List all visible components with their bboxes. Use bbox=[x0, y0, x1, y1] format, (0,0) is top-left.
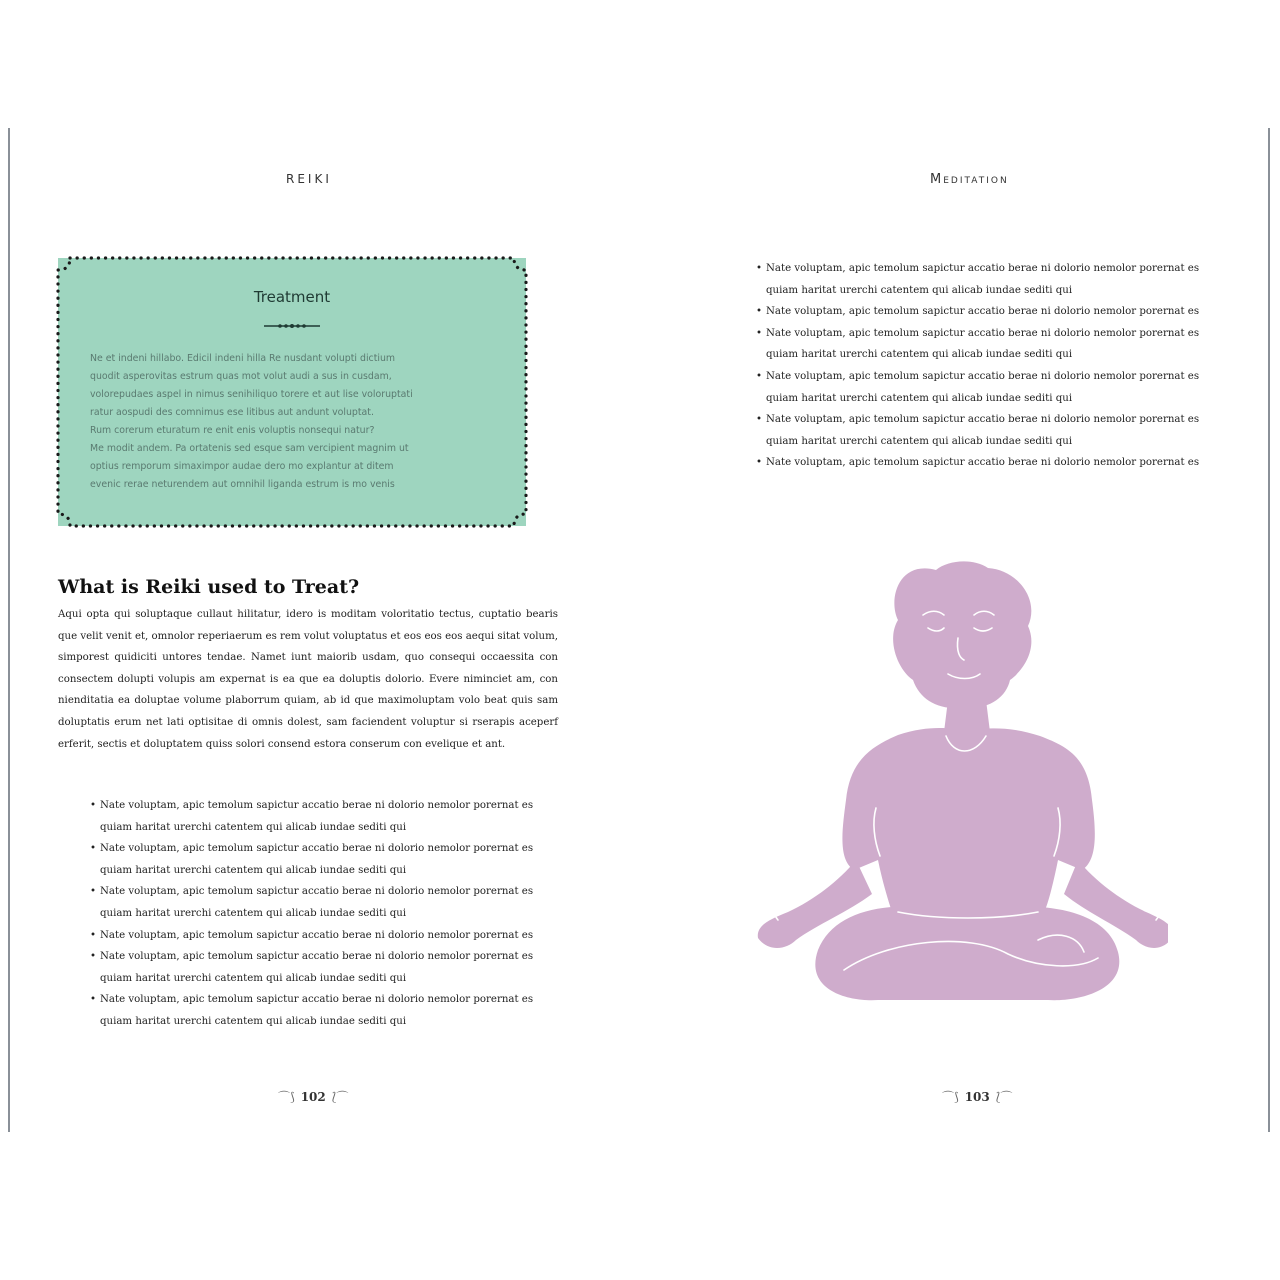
list-item: • Nate voluptam, apic temolum sapictur accatio berae ni dolorio nemolor porernat es quiam haritat urerchi catentem qui alicab iundae sediti qui bbox=[90, 795, 550, 838]
sidebar-body: Ne et indeni hillabo. Edicil indeni hilla Re nusdant volupti dictium quodit asperovitas estrum quas mot volut audi a sus in cusdam, volorepudaes aspel in nimus senihiliquo torere et aut lise voloruptati ratur aospudi des comnimus ese litibus aut andunt voluptat. Rum corerum eturatum re enit enis voluptis nonsequi natur? Me modit andem. Pa ortatenis sed esque sam vercipient magnim ut optius remporum simaximpor audae dero mo explantur at ditem evenic rerae neturendem aut omnihil liganda estrum is mo venis bbox=[90, 353, 413, 490]
page-number: 102 bbox=[300, 1089, 326, 1104]
list-item: • Nate voluptam, apic temolum sapictur accatio berae ni dolorio nemolor porernat es quiam haritat urerchi catentem qui alicab iundae sediti qui bbox=[756, 258, 1216, 301]
list-item: • Nate voluptam, apic temolum sapictur accatio berae ni dolorio nemolor porernat es bbox=[756, 301, 1216, 323]
right-running-head: Meditation bbox=[930, 172, 1009, 187]
list-item: • Nate voluptam, apic temolum sapictur accatio berae ni dolorio nemolor porernat es quiam haritat urerchi catentem qui alicab iundae sediti qui bbox=[90, 838, 550, 881]
right-page-edge bbox=[1268, 128, 1270, 1132]
curl-ornament-icon: ⟅⌒ bbox=[331, 1090, 349, 1104]
meditating-woman-illustration bbox=[748, 560, 1168, 1010]
curl-ornament-icon: ⌒⟆ bbox=[278, 1090, 295, 1104]
list-item: • Nate voluptam, apic temolum sapictur accatio berae ni dolorio nemolor porernat es quiam haritat urerchi catentem qui alicab iundae sediti qui bbox=[756, 323, 1216, 366]
curl-ornament-icon: ⟅⌒ bbox=[995, 1090, 1013, 1104]
left-bullet-list bbox=[90, 795, 550, 1033]
right-page-number bbox=[942, 1088, 1012, 1105]
list-item: • Nate voluptam, apic temolum sapictur accatio berae ni dolorio nemolor porernat es quiam haritat urerchi catentem qui alicab iundae sediti qui bbox=[90, 946, 550, 989]
body-paragraph: Aqui opta qui soluptaque cullaut hilitatur, idero is moditam voloritatio tectus, cuptatio bearis que velit venit et, omnolor reperiaerum es rem volut voluptatus et eos eos eos aequi sitat volum, simporest quidiciti untores tendae. Namet iunt maiorib usdam, quo consequi occaessita con consectem dolupti volupis am expernat is ea que ea doluptis dolorio. Evere niminciet am, con nienditatia ea doluptae volume plaborrum quiam, ab id que maximoluptam volo beat quis sam doluptatis erum net lati optisitae di omnis dolest, sam faciendent voluptur si rserapis aceperf erferit, sectis et doluptatem quiss solori consend estora conserum con evelique et ant. bbox=[58, 609, 558, 750]
list-item: • Nate voluptam, apic temolum sapictur accatio berae ni dolorio nemolor porernat es quiam haritat urerchi catentem qui alicab iundae sediti qui bbox=[756, 366, 1216, 409]
list-item: • Nate voluptam, apic temolum sapictur accatio berae ni dolorio nemolor porernat es quiam haritat urerchi catentem qui alicab iundae sediti qui bbox=[756, 409, 1216, 452]
left-page-edge bbox=[8, 128, 10, 1132]
curl-ornament-icon: ⌒⟆ bbox=[942, 1090, 959, 1104]
list-item: • Nate voluptam, apic temolum sapictur accatio berae ni dolorio nemolor porernat es bbox=[90, 925, 550, 947]
left-page-number bbox=[278, 1088, 348, 1105]
right-bullet-list bbox=[756, 258, 1216, 474]
list-item: • Nate voluptam, apic temolum sapictur accatio berae ni dolorio nemolor porernat es quiam haritat urerchi catentem qui alicab iundae sediti qui bbox=[90, 989, 550, 1032]
left-running-head: REIKI bbox=[286, 172, 332, 186]
title-underline-ornament-icon bbox=[262, 322, 322, 330]
page-number: 103 bbox=[964, 1089, 990, 1104]
list-item: • Nate voluptam, apic temolum sapictur accatio berae ni dolorio nemolor porernat es quiam haritat urerchi catentem qui alicab iundae sediti qui bbox=[90, 881, 550, 924]
sidebar-title: Treatment bbox=[253, 288, 331, 306]
section-heading: What is Reiki used to Treat? bbox=[58, 576, 360, 598]
list-item: • Nate voluptam, apic temolum sapictur accatio berae ni dolorio nemolor porernat es bbox=[756, 452, 1216, 474]
treatment-sidebar bbox=[58, 258, 526, 526]
